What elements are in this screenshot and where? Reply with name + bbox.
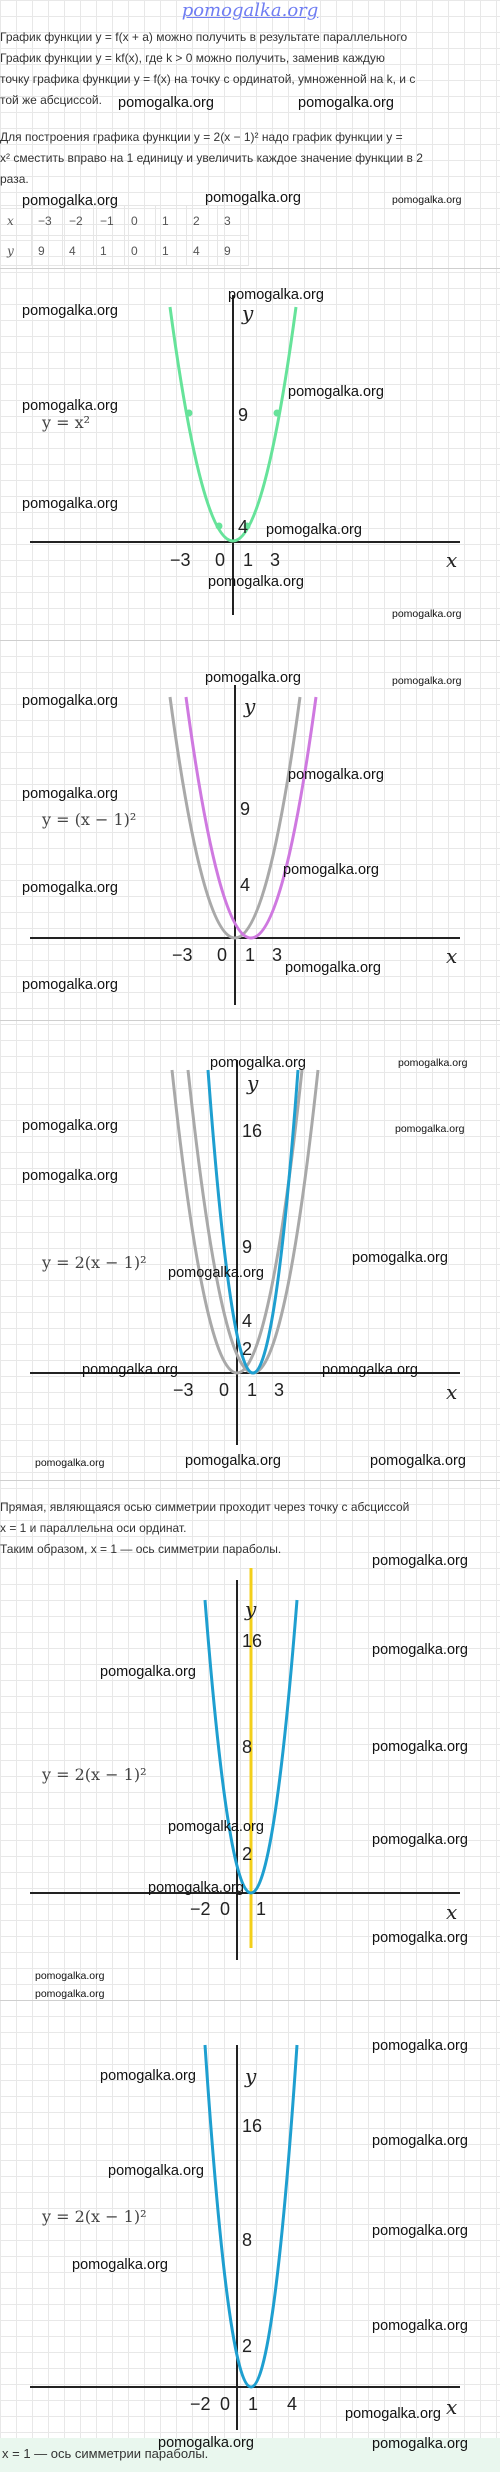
watermark: pomogalka.org: [22, 1168, 118, 1184]
tick-label: 1: [243, 550, 254, 570]
watermark: pomogalka.org: [22, 880, 118, 896]
watermark: pomogalka.org: [208, 574, 304, 590]
table-cell: 4: [63, 236, 94, 266]
tick-label: 1: [245, 945, 256, 965]
tick-label: 16: [242, 2116, 263, 2136]
watermark: pomogalka.org: [35, 1988, 105, 2000]
table-cell: 1: [94, 236, 125, 266]
formula-label: y = x²: [42, 413, 91, 432]
watermark: pomogalka.org: [298, 95, 394, 111]
watermark: pomogalka.org: [210, 1055, 306, 1071]
watermark: pomogalka.org: [22, 693, 118, 709]
table-cell: 4: [187, 236, 218, 266]
watermark: pomogalka.org: [205, 190, 301, 206]
tick-label: −2: [190, 2394, 211, 2414]
x-axis-label: x: [446, 1900, 458, 1924]
tick-label: −3: [170, 550, 191, 570]
watermark: pomogalka.org: [372, 2223, 468, 2239]
watermark: pomogalka.org: [398, 1057, 468, 1069]
watermark: pomogalka.org: [392, 608, 462, 620]
y-axis-label: y: [245, 1597, 257, 1621]
x-axis-label: x: [446, 2395, 458, 2419]
watermark: pomogalka.org: [22, 786, 118, 802]
tick-label: 2: [242, 1844, 253, 1864]
watermark: pomogalka.org: [266, 522, 362, 538]
section-divider: [0, 268, 500, 269]
conclusion-text: x = 1 — ось симметрии параболы.: [2, 2446, 209, 2461]
table-cell: −2: [63, 206, 94, 236]
intro-text-2: [0, 127, 500, 190]
intro-line-5: Для построения графика функции y = 2(x − 1)² надо график функции y =: [0, 130, 403, 144]
watermark: pomogalka.org: [35, 1457, 105, 1469]
intro-line-4: той же абсциссой.: [0, 93, 102, 107]
tick-label: 1: [248, 2394, 259, 2414]
x-axis-label: x: [446, 944, 458, 968]
parabola-shifted-curve: [186, 697, 316, 938]
formula-label: y = 2(x − 1)²: [42, 2207, 147, 2226]
tick-label: −3: [173, 1380, 194, 1400]
table-row-x: [1, 206, 249, 236]
symmetry-line-1: Прямая, являющаяся осью симметрии проходит через точку с абсциссой: [0, 1500, 410, 1514]
watermark: pomogalka.org: [158, 2435, 254, 2451]
table-cell: 0: [125, 206, 156, 236]
tick-label: 1: [247, 1380, 258, 1400]
y-axis-label: y: [244, 694, 256, 718]
watermark: pomogalka.org: [288, 384, 384, 400]
tick-label: 4: [240, 875, 251, 895]
section-divider: [0, 1480, 500, 1481]
watermark: pomogalka.org: [370, 1453, 466, 1469]
watermark: pomogalka.org: [285, 960, 381, 976]
tick-label: −2: [190, 1899, 211, 1919]
tick-label: −3: [172, 945, 193, 965]
watermark: pomogalka.org: [22, 193, 118, 209]
tick-label: 9: [238, 405, 249, 425]
tick-label: 3: [270, 550, 281, 570]
tick-label: 2: [242, 1339, 253, 1359]
watermark: pomogalka.org: [372, 2318, 468, 2334]
watermark: pomogalka.org: [100, 2068, 196, 2084]
watermark: pomogalka.org: [185, 1453, 281, 1469]
watermark: pomogalka.org: [168, 1265, 264, 1281]
symmetry-line-3: Таким образом, x = 1 — ось симметрии параболы.: [0, 1542, 282, 1556]
table-cell: 9: [32, 236, 63, 266]
watermark: pomogalka.org: [35, 1970, 105, 1982]
parabola-final-curve: [208, 1070, 298, 1373]
watermark: pomogalka.org: [108, 2163, 204, 2179]
tick-label: 4: [238, 517, 249, 537]
tick-label: 8: [242, 1737, 253, 1757]
site-header: [0, 0, 500, 22]
watermark: pomogalka.org: [82, 1362, 178, 1378]
table-cell: 2: [187, 206, 218, 236]
tick-label: 16: [242, 1121, 263, 1141]
tick-label: 8: [242, 2230, 253, 2250]
watermark: pomogalka.org: [395, 1123, 465, 1135]
tick-label: 0: [215, 550, 226, 570]
table-row-y: [1, 236, 249, 266]
watermark: pomogalka.org: [148, 1880, 244, 1896]
curve-point: [186, 410, 193, 417]
watermark: pomogalka.org: [322, 1362, 418, 1378]
tick-label: 4: [242, 1311, 253, 1331]
tick-label: 16: [242, 1631, 263, 1651]
tick-label: 2: [242, 2336, 253, 2356]
graph-parabola-stretched: [0, 1025, 500, 1445]
y-axis-label: y: [245, 2064, 257, 2088]
tick-label: 0: [220, 2394, 231, 2414]
table-cell: 1: [156, 206, 187, 236]
watermark: pomogalka.org: [372, 2133, 468, 2149]
x-axis-label: x: [446, 548, 458, 572]
watermark: pomogalka.org: [22, 977, 118, 993]
watermark: pomogalka.org: [72, 2257, 168, 2273]
intro-line-1: График функции y = f(x + a) можно получить в результате параллельного: [0, 30, 408, 44]
tick-label: 9: [242, 1237, 253, 1257]
intro-line-3: точку графика функции y = f(x) на точку с ординатой, умноженной на k, и с: [0, 72, 416, 86]
symmetry-line-2: x = 1 и параллельна оси ординат.: [0, 1521, 187, 1535]
watermark: pomogalka.org: [392, 675, 462, 687]
x-axis-label: x: [446, 1380, 458, 1404]
tick-label: 3: [274, 1380, 285, 1400]
y-axis-label: y: [247, 1071, 259, 1095]
watermark: pomogalka.org: [22, 303, 118, 319]
watermark: pomogalka.org: [372, 1930, 468, 1946]
watermark: pomogalka.org: [118, 95, 214, 111]
parabola-shifted-curve: [188, 1070, 318, 1373]
formula-label: y = 2(x − 1)²: [42, 1765, 147, 1784]
watermark: pomogalka.org: [372, 1832, 468, 1848]
table-cell: 1: [156, 236, 187, 266]
intro-line-6: x² сместить вправо на 1 единицу и увеличить каждое значение функции в 2: [0, 151, 423, 165]
tick-label: 1: [256, 1899, 267, 1919]
watermark: pomogalka.org: [392, 194, 462, 206]
graph-symmetry-axis: [0, 1560, 500, 1960]
table-cell: 3: [218, 206, 249, 236]
intro-line-2: График функции y = kf(x), где k > 0 можно получить, заменив каждую: [0, 51, 385, 65]
watermark: pomogalka.org: [288, 767, 384, 783]
watermark: pomogalka.org: [345, 2406, 441, 2422]
intro-text: [0, 27, 500, 111]
watermark: pomogalka.org: [100, 1664, 196, 1680]
watermark: pomogalka.org: [372, 2038, 468, 2054]
tick-label: 0: [219, 1380, 230, 1400]
formula-label: y = (x − 1)²: [42, 810, 137, 829]
formula-label: y = 2(x − 1)²: [42, 1253, 147, 1272]
watermark: pomogalka.org: [372, 1642, 468, 1658]
tick-label: 4: [287, 2394, 298, 2414]
table-x-label: x: [1, 206, 32, 236]
watermark: pomogalka.org: [168, 1819, 264, 1835]
watermark: pomogalka.org: [352, 1250, 448, 1266]
watermark: pomogalka.org: [372, 1553, 468, 1569]
watermark: pomogalka.org: [283, 862, 379, 878]
site-logo[interactable]: pomogalka.org: [181, 0, 319, 21]
intro-line-7: раза.: [0, 172, 29, 186]
watermark: pomogalka.org: [228, 287, 324, 303]
tick-label: 0: [217, 945, 228, 965]
curve-point: [216, 523, 223, 530]
symmetry-text: [0, 1497, 500, 1560]
watermark: pomogalka.org: [372, 2436, 468, 2452]
table-cell: −1: [94, 206, 125, 236]
watermark: pomogalka.org: [22, 398, 118, 414]
table-cell: 0: [125, 236, 156, 266]
table-cell: −3: [32, 206, 63, 236]
watermark: pomogalka.org: [205, 670, 301, 686]
tick-label: 9: [240, 799, 251, 819]
watermark: pomogalka.org: [372, 1739, 468, 1755]
watermark: pomogalka.org: [22, 1118, 118, 1134]
tick-label: 3: [272, 945, 283, 965]
watermark: pomogalka.org: [22, 496, 118, 512]
y-axis-label: y: [242, 301, 254, 325]
values-table: [0, 205, 249, 266]
tick-label: 0: [220, 1899, 231, 1919]
section-divider: [0, 1020, 500, 1021]
curve-point: [274, 410, 281, 417]
table-y-label: y: [1, 236, 32, 266]
table-cell: 9: [218, 236, 249, 266]
section-divider: [0, 640, 500, 641]
